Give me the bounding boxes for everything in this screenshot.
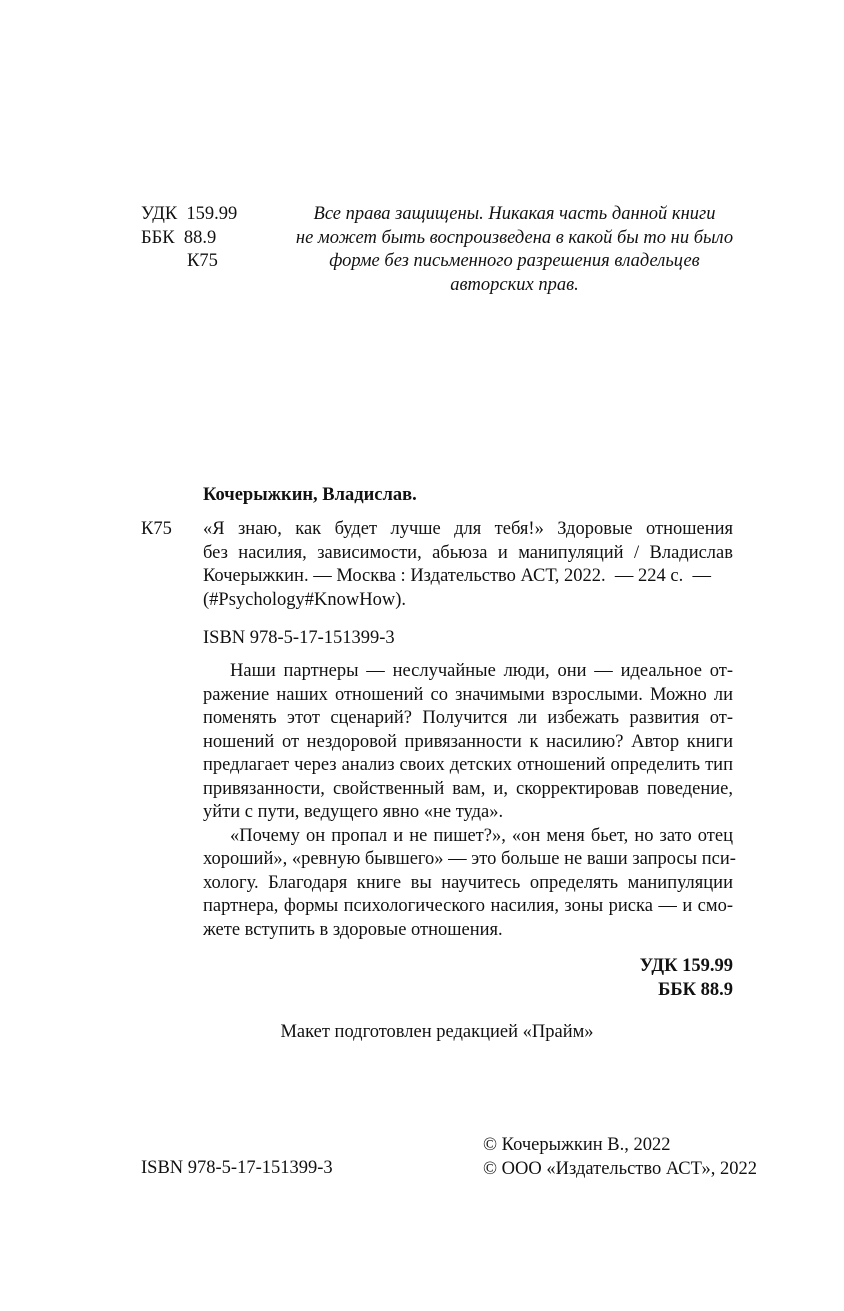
annotation [203,660,736,942]
udk-footer: УДК 159.99 [639,956,733,976]
entry-line: (#Psychology#KnowHow). [203,589,406,610]
classification-footer [560,955,733,1002]
bbk-code: ББК 88.9 [141,227,217,248]
annotation-line: партнера, формы психологического насилия, зоны риска — и смо- [203,896,733,916]
author-mark-code: К75 [187,251,218,271]
rights-line: форме без письменного разрешения владельцев [329,251,700,271]
rights-notice [282,203,747,297]
entry-line: Кочерыжкин. — Москва : Издательство АСТ, 2022. — 224 с. — [203,566,711,586]
udk-code: УДК 159.99 [141,204,238,224]
annotation-line: Наши партнеры — неслучайные люди, они — идеальное от- [230,661,733,681]
rights-line: не может быть воспроизведена в какой бы то ни было [295,227,734,248]
annotation-line: «Почему он пропал и не пишет?», «он меня бьет, но зато отец [230,825,733,846]
entry-line: без насилия, зависимости, абьюза и манипуляций / Владислав [203,542,733,563]
author-mark: К75 [141,519,172,539]
annotation-line: предлагает через анализ своих детских отношений определить тип [203,755,733,775]
annotation-line: уйти с пути, ведущего явно «не туда». [203,802,504,822]
bbk-footer: ББК 88.9 [658,979,733,1000]
copyright-line: © Кочерыжкин В., 2022 [483,1135,671,1155]
prepared-by: Макет подготовлен редакцией «Прайм» [280,1022,594,1042]
isbn-footer: ISBN 978-5-17-151399-3 [141,1158,333,1178]
author-heading: Кочерыжкин, Владислав. [203,485,417,505]
annotation-line: привязанности, свойственный вам, и, скорректировав поведение, [203,778,733,799]
annotation-line: ношений от нездоровой привязанности к насилию? Автор книги [203,731,733,752]
classification-codes [141,203,281,274]
rights-line: Все права защищены. Никакая часть данной книги [313,204,716,224]
copyright-line: © ООО «Издательство АСТ», 2022 [483,1158,757,1179]
catalog-isbn: ISBN 978-5-17-151399-3 [203,628,395,648]
entry-line: «Я знаю, как будет лучше для тебя!» Здоровые отношения [203,519,733,539]
annotation-line: поменять этот сценарий? Получится ли избежать развития от- [203,708,733,728]
annotation-line: ражение наших отношений со значимыми взрослыми. Можно ли [203,684,733,705]
bibliographic-entry [203,518,733,612]
rights-line: авторских прав. [450,274,579,295]
annotation-line: хологу. Благодаря книге вы научитесь определять манипуляции [203,872,733,893]
copyright-block [483,1134,757,1181]
annotation-line: хороший», «ревную бывшего» — это больше не ваши запросы пси- [203,849,736,869]
annotation-line: жете вступить в здоровые отношения. [203,919,503,940]
